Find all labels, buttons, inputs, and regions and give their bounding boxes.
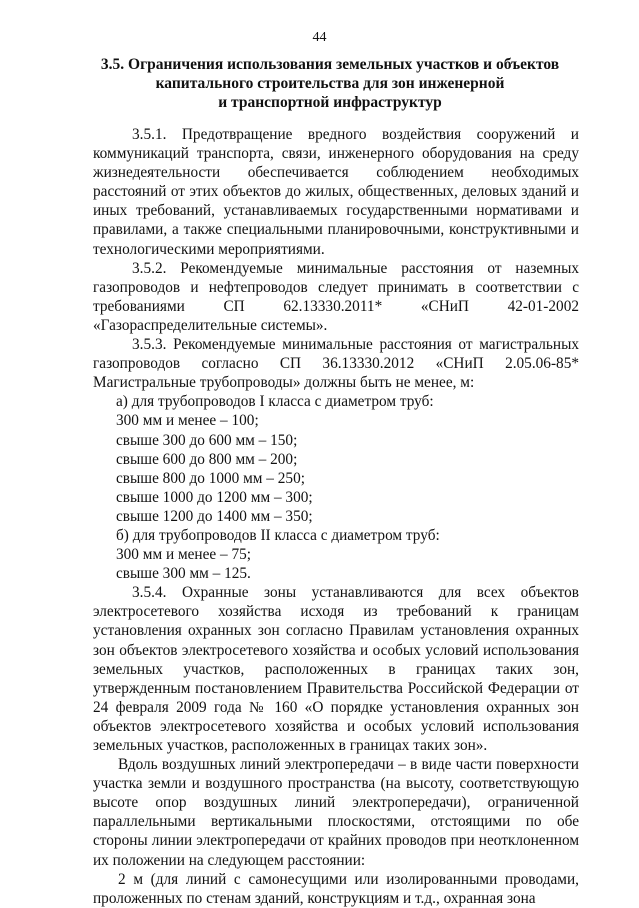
list-item: свыше 800 до 1000 мм – 250; [116, 469, 305, 487]
list-item: свыше 1200 до 1400 мм – 350; [116, 507, 313, 525]
list-item: 300 мм и менее – 100; [116, 412, 259, 430]
heading-line-3: и транспортной инфраструктур [218, 94, 442, 111]
paragraph-3-5-4: 3.5.4. Охранные зоны устанавливаются для всех объектов электросетевого хозяйства исходя из требований к границам установления охранных зон согласно Правилам установления охранных зон объектов электросетевого хозяйства и особых условий использования земельных участков, расположенных в границах таких зон, утвержденным постановлением Правительства Российской Федерации от 24 февраля 2009 года № 160 «О порядке установления охранных зон объектов электросетевого хозяйства и особых условий использования земельных участков, расположенных в границах таких зон». [93, 584, 579, 754]
list-item: свыше 600 до 800 мм – 200; [116, 450, 298, 468]
list-item: 300 мм и менее – 75; [116, 546, 252, 564]
list-a-title: а) для трубопроводов I класса с диаметром труб: [116, 393, 434, 411]
heading-line-1: 3.5. Ограничения использования земельных участков и объектов [100, 56, 560, 73]
heading-line-2: капитального строительства для зон инженерной [155, 75, 505, 92]
list-item: свыше 300 мм – 125. [116, 565, 251, 583]
list-b-title: б) для трубопроводов II класса с диаметром труб: [116, 526, 440, 544]
list-item: свыше 300 до 600 мм – 150; [116, 431, 298, 449]
document-body [93, 125, 579, 908]
section-heading [95, 55, 565, 112]
paragraph-3-5-3: 3.5.3. Рекомендуемые минимальные расстояния от магистральных газопроводов согласно СП 36.13330.2012 «СНиП 2.05.06-85* Магистральные трубопроводы» должны быть не менее, м: [93, 336, 579, 392]
paragraph-3-5-2: 3.5.2. Рекомендуемые минимальные расстояния от наземных газопроводов и нефтепроводов следует принимать в соответствии с требованиями СП 62.13330.2011* «СНиП 42-01-2002 «Газораспределительные системы». [93, 259, 579, 334]
page-number: 44 [312, 30, 327, 45]
list-item: свыше 1000 до 1200 мм – 300; [116, 488, 313, 506]
paragraph-overhead-lines: Вдоль воздушных линий электропередачи – в виде части поверхности участка земли и воздушного пространства (на высоту, соответствующую высоте опор воздушных линий электропередачи), ограниченной параллельными вертикальными плоскостями, отстоящими по обе стороны линии электропередачи от крайних проводов при неотклоненном их положении на следующем расстоянии: [93, 756, 579, 869]
paragraph-2m-distance: 2 м (для линий с самонесущими или изолированными проводами, проложенных по стенам зданий, конструкциям и т.д., охранная зона [93, 870, 579, 907]
paragraph-3-5-1: 3.5.1. Предотвращение вредного воздействия сооружений и коммуникаций транспорта, связи, инженерного оборудования на среду жизнедеятельности обеспечивается соблюдением необходимых расстояний от этих объектов до жилых, общественных, деловых зданий и иных требований, устанавливаемых государственными нормативами и правилами, а также специальными планировочными, конструктивными и технологическими мероприятиями. [93, 126, 579, 258]
